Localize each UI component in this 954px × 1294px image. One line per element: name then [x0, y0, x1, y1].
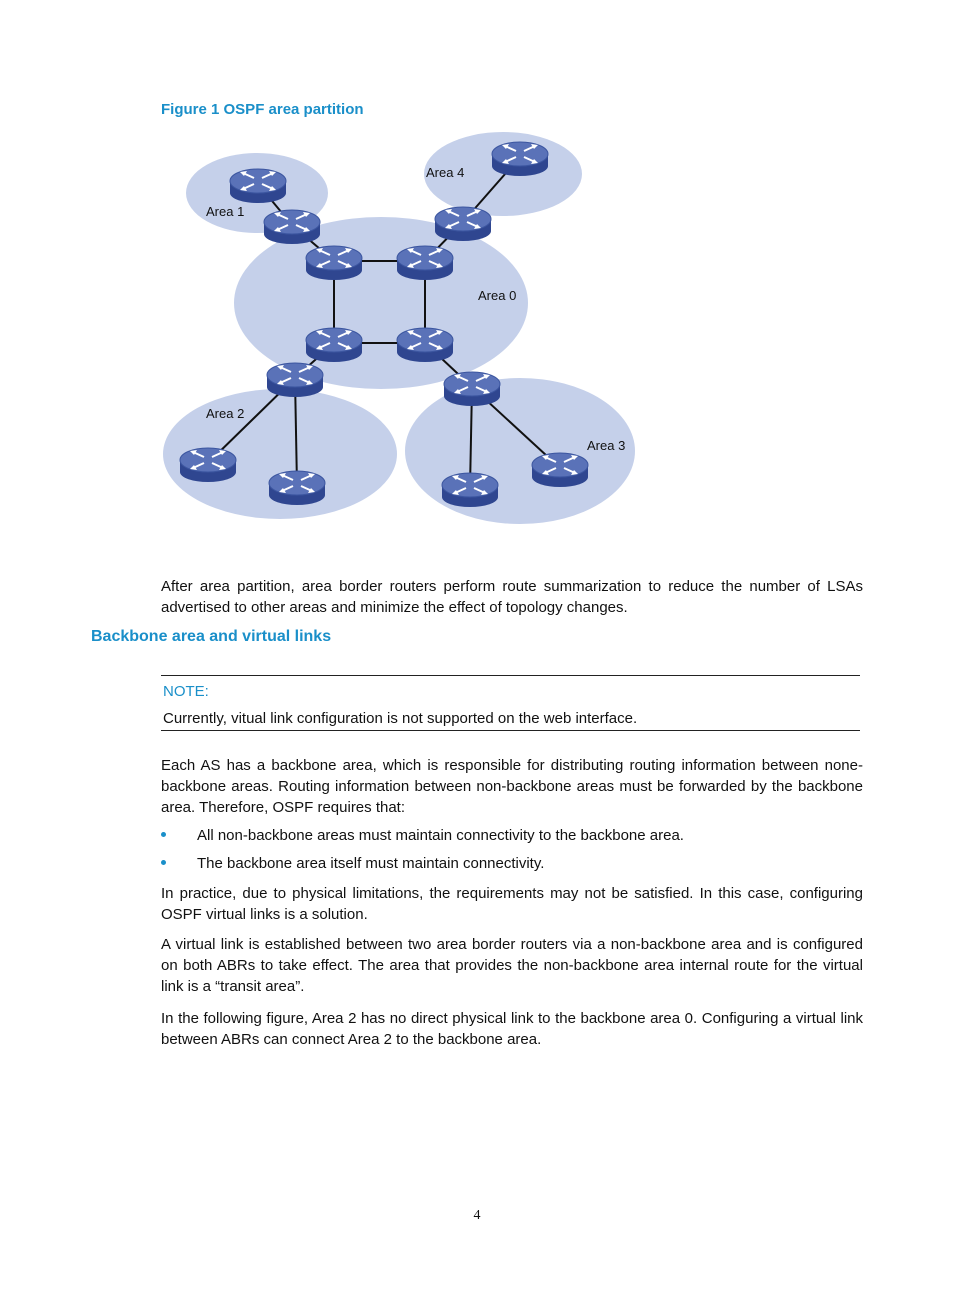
area-0-label: Area 0 [478, 288, 517, 303]
router-abr-area1 [264, 210, 320, 244]
list-item-text: All non-backbone areas must maintain connectivity to the backbone area. [197, 827, 684, 844]
router-backbone-top-left [306, 246, 362, 280]
router-area2-left [180, 448, 236, 482]
paragraph-practice: In practice, due to physical limitations, the requirements may not be satisfied. In this case, configuring OSPF virtual links is a solution. [161, 885, 863, 923]
note-label: NOTE: [163, 683, 209, 700]
area-1-label: Area 1 [206, 204, 245, 219]
note-top-rule [161, 675, 860, 676]
page-number: 4 [473, 1208, 481, 1223]
note-bottom-rule [161, 730, 860, 731]
paragraph-following-figure: In the following figure, Area 2 has no direct physical link to the backbone area 0. Configuring a virtual link between ABRs can connect Area 2 to the backbone area. [161, 1010, 863, 1048]
paragraph-backbone: Each AS has a backbone area, which is responsible for distributing routing information between none-backbone areas. Routing information between non-backbone areas must be forwarded by the backbone area. Therefore, OSPF requires that: [161, 757, 863, 816]
paragraph-virtual-link: A virtual link is established between two area border routers via a non-backbone area and is configured on both ABRs to take effect. The area that provides the non-backbone area internal route for the virtual link is a “transit area”. [161, 936, 863, 995]
router-abr-area3 [444, 372, 500, 406]
router-backbone-bottom-left [306, 328, 362, 362]
router-area2-right [269, 471, 325, 505]
area-2-label: Area 2 [206, 406, 245, 421]
area-4-label: Area 4 [426, 165, 465, 180]
note-text: Currently, vitual link configuration is not supported on the web interface. [163, 710, 638, 727]
figure-caption: Figure 1 OSPF area partition [161, 101, 364, 118]
area-3-label: Area 3 [587, 438, 626, 453]
router-backbone-top-right [397, 246, 453, 280]
list-item-text: The backbone area itself must maintain connectivity. [197, 855, 545, 872]
ospf-area-diagram [150, 125, 650, 530]
router-area3-right [532, 453, 588, 487]
paragraph-area-partition: After area partition, area border routers perform route summarization to reduce the number of LSAs advertised to other areas and minimize the effect of topology changes. [161, 578, 863, 616]
bullet-icon [161, 860, 166, 865]
router-area1 [230, 169, 286, 203]
router-abr-area2 [267, 363, 323, 397]
area-0-region [234, 217, 528, 389]
router-backbone-bottom-right [397, 328, 453, 362]
router-area3-left [442, 473, 498, 507]
section-heading: Backbone area and virtual links [91, 628, 332, 645]
bullet-icon [161, 832, 166, 837]
router-abr-area4 [435, 207, 491, 241]
router-area4 [492, 142, 548, 176]
